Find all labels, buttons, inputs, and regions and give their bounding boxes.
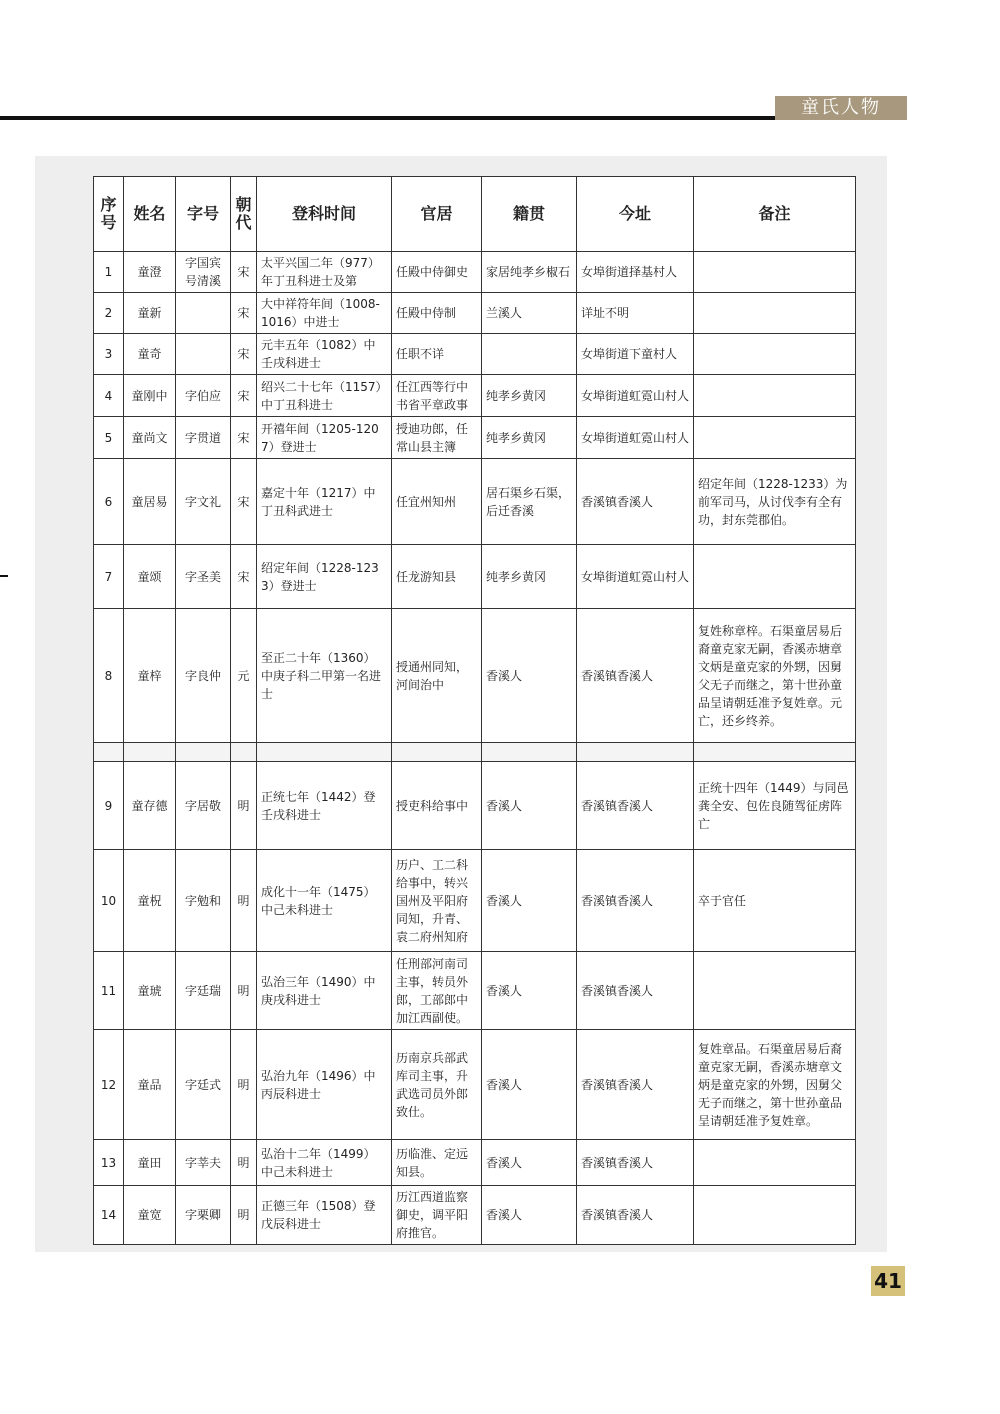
row-location: 详址不明 <box>577 293 694 334</box>
row-origin: 纯孝乡黄冈 <box>482 375 577 417</box>
row-courtesy: 字伯应 <box>176 375 231 417</box>
row-notes: 正统十四年（1449）与同邑龚全安、包佐良随驾征虏阵亡 <box>694 762 856 850</box>
row-location: 香溪镇香溪人 <box>577 1186 694 1245</box>
table-header-row <box>94 177 856 252</box>
row-notes: 复姓称章梓。石渠童居易后裔童克家无嗣，香溪赤塘章文炳是童克家的外甥，因舅父无子而继之，第十世孙童品呈请朝廷准予复姓章。元亡，还乡终养。 <box>694 609 856 743</box>
row-index: 4 <box>94 375 124 417</box>
row-name: 童新 <box>124 293 176 334</box>
row-dynasty: 明 <box>231 762 257 850</box>
row-exam-time: 弘治三年（1490）中庚戌科进士 <box>257 952 392 1030</box>
row-exam-time: 至正二十年（1360）中庚子科二甲第一名进士 <box>257 609 392 743</box>
row-index: 13 <box>94 1140 124 1186</box>
row-origin: 家居纯孝乡椒石 <box>482 252 577 293</box>
row-dynasty: 元 <box>231 609 257 743</box>
header-origin: 籍贯 <box>482 177 577 252</box>
row-index: 8 <box>94 609 124 743</box>
header-exam-time: 登科时间 <box>257 177 392 252</box>
table-row <box>94 952 856 1030</box>
header-index: 序 号 <box>94 177 124 252</box>
header-notes: 备注 <box>694 177 856 252</box>
row-exam-time: 正统七年（1442）登壬戌科进士 <box>257 762 392 850</box>
page-number: 41 <box>871 1266 905 1296</box>
row-office: 历临淮、定远知县。 <box>392 1140 482 1186</box>
row-exam-time: 开禧年间（1205-1207）登进士 <box>257 417 392 459</box>
row-name: 童品 <box>124 1030 176 1140</box>
row-office: 任殿中侍制 <box>392 293 482 334</box>
row-courtesy: 字国宾号清溪 <box>176 252 231 293</box>
row-courtesy: 字文礼 <box>176 459 231 545</box>
row-index: 3 <box>94 334 124 375</box>
row-origin: 香溪人 <box>482 1186 577 1245</box>
row-office: 任龙游知县 <box>392 545 482 609</box>
row-notes <box>694 252 856 293</box>
row-index: 11 <box>94 952 124 1030</box>
row-exam-time: 成化十一年（1475）中己未科进士 <box>257 850 392 952</box>
row-index: 12 <box>94 1030 124 1140</box>
row-exam-time: 正德三年（1508）登戊辰科进士 <box>257 1186 392 1245</box>
row-courtesy <box>176 293 231 334</box>
row-index: 14 <box>94 1186 124 1245</box>
row-notes <box>694 293 856 334</box>
row-name: 童尚文 <box>124 417 176 459</box>
table-row <box>94 1140 856 1186</box>
row-name: 童宽 <box>124 1186 176 1245</box>
row-courtesy: 字居敬 <box>176 762 231 850</box>
gap-cell <box>482 743 577 762</box>
row-notes: 绍定年间（1228-1233）为前军司马，从讨伐李有全有功，封东莞郡伯。 <box>694 459 856 545</box>
row-name: 童奇 <box>124 334 176 375</box>
table-row <box>94 252 856 293</box>
row-dynasty: 宋 <box>231 293 257 334</box>
row-courtesy: 字莘夫 <box>176 1140 231 1186</box>
row-exam-time: 绍兴二十七年（1157）中丁丑科进士 <box>257 375 392 417</box>
row-office: 授通州同知，河间治中 <box>392 609 482 743</box>
table-row <box>94 334 856 375</box>
row-dynasty: 明 <box>231 850 257 952</box>
section-title: 童氏人物 <box>775 96 907 120</box>
row-origin <box>482 334 577 375</box>
table-row <box>94 417 856 459</box>
row-office: 任江西等行中书省平章政事 <box>392 375 482 417</box>
row-exam-time: 绍定年间（1228-1233）登进士 <box>257 545 392 609</box>
row-name: 童颂 <box>124 545 176 609</box>
row-origin: 香溪人 <box>482 609 577 743</box>
table-row <box>94 459 856 545</box>
gap-cell <box>577 743 694 762</box>
row-index: 7 <box>94 545 124 609</box>
row-name: 童田 <box>124 1140 176 1186</box>
row-origin: 纯孝乡黄冈 <box>482 417 577 459</box>
row-office: 任宜州知州 <box>392 459 482 545</box>
table-row <box>94 609 856 743</box>
table-row <box>94 375 856 417</box>
row-origin: 香溪人 <box>482 762 577 850</box>
row-origin: 香溪人 <box>482 1140 577 1186</box>
gap-cell <box>124 743 176 762</box>
row-name: 童刚中 <box>124 375 176 417</box>
row-exam-time: 弘治十二年（1499）中己未科进士 <box>257 1140 392 1186</box>
row-index: 6 <box>94 459 124 545</box>
row-location: 女埠街道虹霓山村人 <box>577 545 694 609</box>
row-dynasty: 宋 <box>231 545 257 609</box>
row-office: 历江西道监察御史，调平阳府推官。 <box>392 1186 482 1245</box>
row-index: 2 <box>94 293 124 334</box>
row-origin: 居石渠乡石渠，后迁香溪 <box>482 459 577 545</box>
row-location: 香溪镇香溪人 <box>577 762 694 850</box>
row-office: 任职不详 <box>392 334 482 375</box>
gap-cell <box>231 743 257 762</box>
table-row <box>94 762 856 850</box>
row-notes <box>694 375 856 417</box>
row-notes <box>694 1140 856 1186</box>
row-index: 9 <box>94 762 124 850</box>
table-row <box>94 1186 856 1245</box>
row-notes <box>694 417 856 459</box>
table-body <box>94 252 856 1245</box>
row-office: 历户、工二科给事中，转兴国州及平阳府同知，升青、袁二府州知府 <box>392 850 482 952</box>
row-exam-time: 大中祥符年间（1008-1016）中进士 <box>257 293 392 334</box>
imperial-exam-records-table <box>93 176 856 1245</box>
gap-cell <box>176 743 231 762</box>
row-exam-time: 元丰五年（1082）中壬戌科进士 <box>257 334 392 375</box>
row-notes <box>694 545 856 609</box>
row-notes: 卒于官任 <box>694 850 856 952</box>
gap-cell <box>694 743 856 762</box>
gap-cell <box>392 743 482 762</box>
header-current-location: 今址 <box>577 177 694 252</box>
row-location: 香溪镇香溪人 <box>577 850 694 952</box>
margin-mark <box>0 575 8 577</box>
row-location: 香溪镇香溪人 <box>577 609 694 743</box>
row-origin: 香溪人 <box>482 850 577 952</box>
row-dynasty: 明 <box>231 952 257 1030</box>
row-index: 10 <box>94 850 124 952</box>
row-dynasty: 宋 <box>231 375 257 417</box>
row-location: 香溪镇香溪人 <box>577 1030 694 1140</box>
header-name: 姓名 <box>124 177 176 252</box>
row-courtesy: 字廷式 <box>176 1030 231 1140</box>
table-row <box>94 1030 856 1140</box>
row-dynasty: 明 <box>231 1030 257 1140</box>
table-row <box>94 850 856 952</box>
row-location: 女埠街道虹霓山村人 <box>577 375 694 417</box>
row-office: 历南京兵部武库司主事，升武选司员外郎致仕。 <box>392 1030 482 1140</box>
row-dynasty: 明 <box>231 1186 257 1245</box>
row-origin: 兰溪人 <box>482 293 577 334</box>
row-name: 童居易 <box>124 459 176 545</box>
row-origin: 香溪人 <box>482 952 577 1030</box>
row-dynasty: 宋 <box>231 417 257 459</box>
row-courtesy: 字贯道 <box>176 417 231 459</box>
row-origin: 纯孝乡黄冈 <box>482 545 577 609</box>
row-location: 女埠街道虹霓山村人 <box>577 417 694 459</box>
row-notes <box>694 1186 856 1245</box>
header-rule <box>0 116 775 120</box>
header-courtesy: 字号 <box>176 177 231 252</box>
table-gap-row <box>94 743 856 762</box>
row-index: 1 <box>94 252 124 293</box>
row-name: 童柷 <box>124 850 176 952</box>
gap-cell <box>94 743 124 762</box>
row-dynasty: 明 <box>231 1140 257 1186</box>
row-courtesy: 字廷瑞 <box>176 952 231 1030</box>
table-row <box>94 293 856 334</box>
header-office: 官居 <box>392 177 482 252</box>
row-exam-time: 弘治九年（1496）中丙辰科进士 <box>257 1030 392 1140</box>
table-row <box>94 545 856 609</box>
row-name: 童澄 <box>124 252 176 293</box>
row-location: 香溪镇香溪人 <box>577 952 694 1030</box>
row-name: 童存德 <box>124 762 176 850</box>
row-name: 童琥 <box>124 952 176 1030</box>
row-name: 童梓 <box>124 609 176 743</box>
row-location: 香溪镇香溪人 <box>577 459 694 545</box>
row-location: 女埠街道择基村人 <box>577 252 694 293</box>
row-location: 香溪镇香溪人 <box>577 1140 694 1186</box>
row-courtesy: 字勉和 <box>176 850 231 952</box>
row-location: 女埠街道下童村人 <box>577 334 694 375</box>
row-notes <box>694 952 856 1030</box>
row-courtesy: 字栗卿 <box>176 1186 231 1245</box>
row-office: 授吏科给事中 <box>392 762 482 850</box>
row-exam-time: 嘉定十年（1217）中丁丑科武进士 <box>257 459 392 545</box>
row-index: 5 <box>94 417 124 459</box>
row-dynasty: 宋 <box>231 334 257 375</box>
row-courtesy <box>176 334 231 375</box>
header-dynasty: 朝 代 <box>231 177 257 252</box>
row-office: 任刑部河南司主事，转员外郎，工部郎中加江西副使。 <box>392 952 482 1030</box>
row-origin: 香溪人 <box>482 1030 577 1140</box>
row-courtesy: 字良仲 <box>176 609 231 743</box>
gap-cell <box>257 743 392 762</box>
row-notes: 复姓章品。石渠童居易后裔童克家无嗣，香溪赤塘章文炳是童克家的外甥，因舅父无子而继之，第十世孙童品呈请朝廷准予复姓章。 <box>694 1030 856 1140</box>
row-dynasty: 宋 <box>231 252 257 293</box>
row-office: 授迪功郎，任常山县主簿 <box>392 417 482 459</box>
row-courtesy: 字圣美 <box>176 545 231 609</box>
row-office: 任殿中侍御史 <box>392 252 482 293</box>
row-dynasty: 宋 <box>231 459 257 545</box>
row-exam-time: 太平兴国二年（977）年丁丑科进士及第 <box>257 252 392 293</box>
row-notes <box>694 334 856 375</box>
